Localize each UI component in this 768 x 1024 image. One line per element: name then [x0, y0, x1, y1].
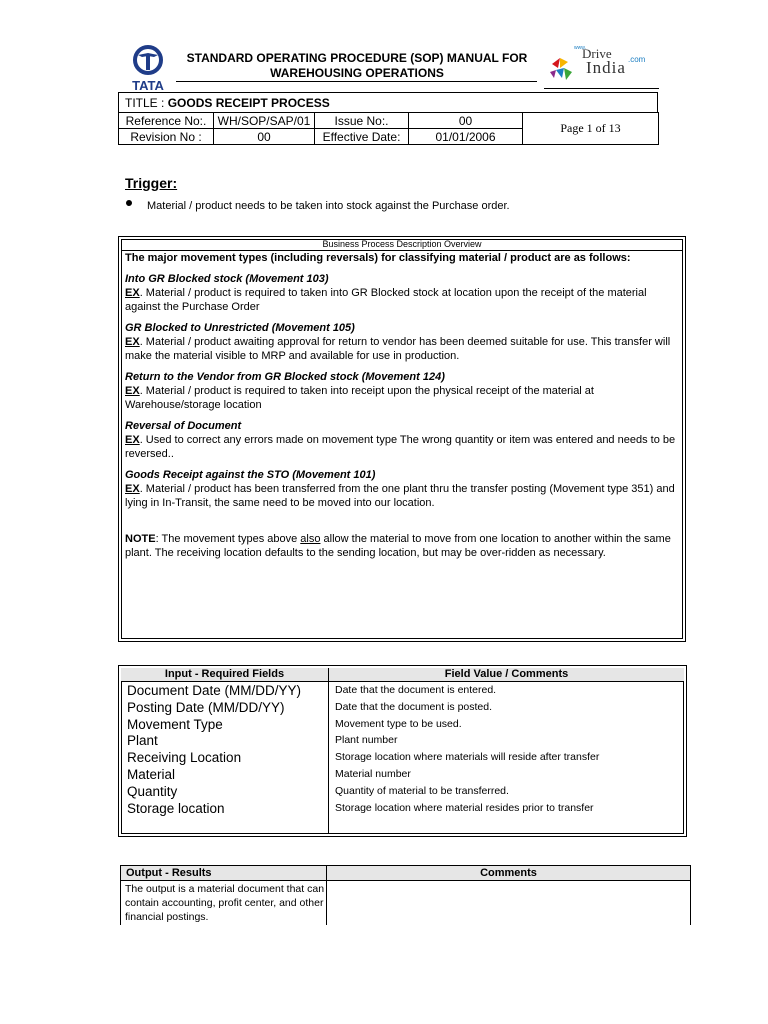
movement-section-text: [125, 335, 677, 363]
output-table-col1-header: Output - Results: [126, 867, 212, 879]
header-title-line2: WAREHOUSING OPERATIONS: [270, 66, 444, 80]
input-field-name: Plant: [127, 733, 158, 749]
business-process-body: [125, 251, 677, 560]
movement-section-title: Into GR Blocked stock (Movement 103): [125, 273, 329, 285]
input-field-name: Storage location: [127, 800, 225, 816]
business-process-lead: The major movement types (including reversals) for classifying material / product are as follows:: [125, 252, 631, 264]
note-label: NOTE: [125, 533, 156, 545]
title-box: [118, 92, 658, 112]
reference-row: [119, 113, 659, 129]
example-text: . Material / product awaiting approval for return to vendor has been deemed suitable for use. This transfer will make the material visible to MRP and available for use in production.: [125, 336, 671, 362]
header-rule: [176, 81, 537, 82]
tata-logo: [124, 44, 172, 92]
note-text-also: also: [300, 533, 321, 545]
header-title-line1: STANDARD OPERATING PROCEDURE (SOP) MANUAL FOR: [186, 51, 528, 65]
document-header-title: [176, 51, 538, 81]
issue-label: Issue No:.: [315, 113, 409, 129]
effective-date-label: Effective Date:: [315, 129, 409, 145]
driveindia-logo: [546, 42, 656, 84]
movement-section-text: [125, 286, 677, 314]
note-text-pre: : The movement types above: [155, 533, 301, 545]
movement-section: [125, 321, 677, 363]
trigger-bullet-text: Material / product needs to be taken into stock against the Purchase order.: [147, 200, 510, 212]
input-field-comment: Quantity of material to be transferred.: [335, 784, 509, 797]
movement-sections: [125, 272, 677, 510]
title-value: GOODS RECEIPT PROCESS: [167, 96, 330, 110]
movement-section-text: [125, 384, 677, 412]
movement-section-title: Goods Receipt against the STO (Movement 101): [125, 469, 376, 481]
title-label: TITLE :: [125, 96, 168, 110]
example-text: . Material / product has been transferred from the one plant thru the transfer posting (Movement type 351) and lying in In-Transit, the same need to be moved into our location.: [125, 483, 675, 509]
input-field-comment: Storage location where materials will reside after transfer: [335, 751, 600, 764]
movement-section: [125, 419, 677, 461]
example-text: . Used to correct any errors made on movement type The wrong quantity or item was entered and needs to be reversed..: [125, 434, 676, 460]
input-comments-column: [335, 683, 680, 817]
effective-date-value: 01/01/2006: [409, 129, 523, 145]
tata-logo-text: TATA: [132, 78, 164, 92]
example-label: EX: [125, 385, 140, 397]
input-field-name: Posting Date (MM/DD/YY): [127, 699, 285, 715]
movement-section-title: Reversal of Document: [125, 420, 242, 432]
movement-section-text: [125, 433, 677, 461]
input-field-name: Movement Type: [127, 716, 223, 732]
movement-section-title: GR Blocked to Unrestricted (Movement 105): [125, 322, 355, 334]
movement-section: [125, 370, 677, 412]
movement-section: [125, 272, 677, 314]
note-text-post: allow the material to move from one location to another within the same plant. The receiving location defaults to the sending location, but may be over-ridden as necessary.: [125, 533, 671, 559]
page-number: Page 1 of 13: [523, 113, 659, 145]
output-table-col2-header: Comments: [480, 867, 537, 879]
input-field-name: Receiving Location: [127, 750, 242, 766]
bullet-icon: [126, 200, 132, 206]
input-field-comment: Date that the document is entered.: [335, 684, 497, 696]
input-table-divider: [328, 668, 329, 834]
logo-rule: [544, 88, 659, 89]
example-label: EX: [125, 336, 140, 348]
title-line: [125, 96, 330, 110]
input-fields-column: [127, 683, 327, 817]
drive-logo-big: India: [586, 58, 626, 77]
example-text: . Material / product is required to taken into GR Blocked stock at location upon the receipt of the material against the Purchase Order: [125, 287, 647, 313]
input-field-name: Material: [127, 766, 176, 782]
revision-label: Revision No :: [119, 129, 214, 145]
input-table-col2-header: Field Value / Comments: [444, 668, 569, 680]
trigger-heading: Trigger:: [125, 175, 178, 191]
movement-section: [125, 468, 677, 510]
input-field-name: Document Date (MM/DD/YY): [127, 683, 302, 698]
drive-logo-suffix: .com: [628, 55, 646, 64]
input-field-comment: Material number: [335, 767, 411, 780]
revision-value: 00: [214, 129, 315, 145]
input-field-comment: Date that the document is posted.: [335, 700, 493, 713]
input-field-comment: Plant number: [335, 734, 398, 747]
output-result-text: The output is a material document that can contain accounting, profit center, and other financial postings.: [125, 883, 325, 923]
input-table-col1-header: Input - Required Fields: [164, 668, 285, 680]
issue-value: 00: [409, 113, 523, 129]
example-text: . Material / product is required to taken into receipt upon the physical receipt of the material at Warehouse/storage location: [125, 385, 594, 411]
business-process-header: Business Process Description Overview: [322, 239, 482, 249]
example-label: EX: [125, 483, 140, 495]
reference-label: Reference No:.: [119, 113, 214, 129]
drive-logo-prefix: www.: [574, 45, 586, 51]
input-field-name: Quantity: [127, 783, 178, 799]
example-label: EX: [125, 287, 140, 299]
example-label: EX: [125, 434, 140, 446]
movement-section-title: Return to the Vendor from GR Blocked stock (Movement 124): [125, 371, 445, 383]
input-field-comment: Storage location where material resides prior to transfer: [335, 801, 594, 814]
movement-section-text: [125, 482, 677, 510]
reference-table: [118, 112, 659, 145]
note-paragraph: [125, 532, 677, 560]
logo-swirl-icon: [550, 58, 572, 80]
drive-logo-small: Drive: [582, 46, 612, 61]
input-field-comment: Movement type to be used.: [335, 717, 462, 730]
reference-value: WH/SOP/SAP/01: [214, 113, 315, 129]
